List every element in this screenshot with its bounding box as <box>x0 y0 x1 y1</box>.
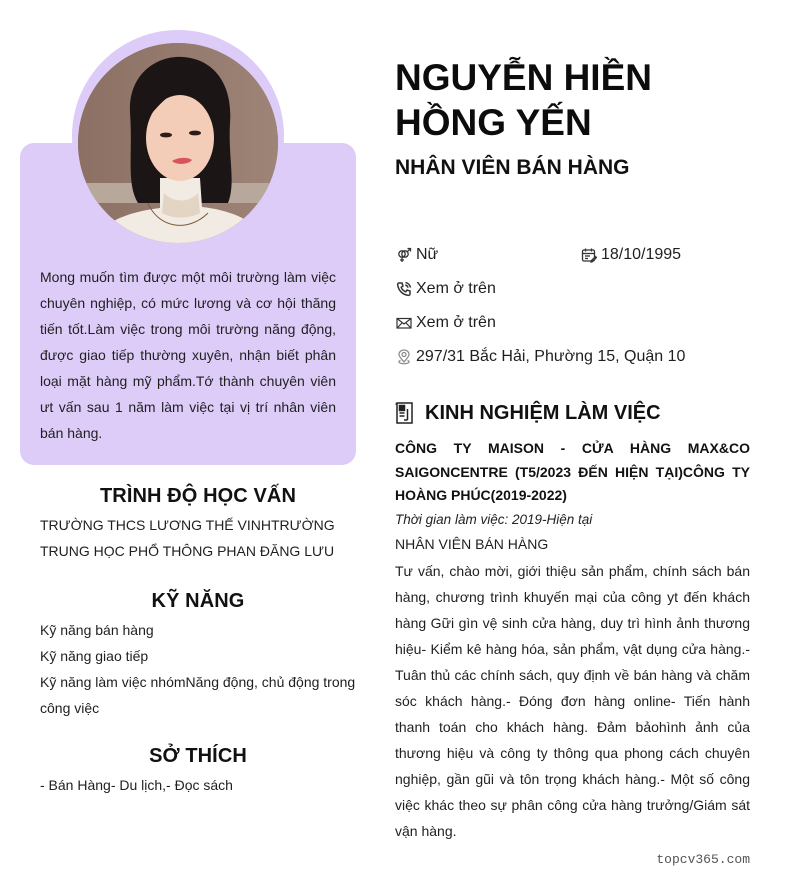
email-row <box>395 312 496 334</box>
career-objective: Mong muốn tìm được một môi trường làm việc chuyên nghiệp, có mức lương và cơ hội thăng tiến tốt.Làm việc trong môi trường năng động, được giao tiếp thường xuyên, nhận biết phân loại mặt hàng mỹ phẩm.Tớ thành chuyên viên ưt vấn sau 1 năm làm việc tại vị trí nhân viên bán hàng. <box>40 269 336 441</box>
watermark: topcv365.com <box>656 852 750 867</box>
work-period: Thời gian làm việc: 2019-Hiện tại <box>395 511 593 527</box>
phone-row <box>395 278 496 300</box>
address-row <box>395 346 685 368</box>
experience-entry <box>395 437 750 844</box>
position-title: NHÂN VIÊN BÁN HÀNG <box>395 535 549 552</box>
birthday-value: 18/10/1995 <box>601 246 682 263</box>
hobbies-title: SỞ THÍCH <box>149 745 247 767</box>
education-text: TRƯỜNG THCS LƯƠNG THẾ VINHTRƯỜNG TRUNG HỌC PHỔ THÔNG PHAN ĐĂNG LƯU <box>40 517 335 559</box>
profile-photo <box>78 43 278 243</box>
calendar-icon <box>580 247 597 264</box>
experience-header <box>395 401 661 425</box>
experience-title: KINH NGHIỆM LÀM VIỆC <box>425 401 661 424</box>
candidate-name: NGUYỄN HIỀN HỒNG YẾN <box>395 57 652 143</box>
email-value: Xem ở trên <box>416 314 496 331</box>
job-title: NHÂN VIÊN BÁN HÀNG <box>395 156 630 179</box>
mail-icon <box>395 315 412 332</box>
education-title: TRÌNH ĐỘ HỌC VẤN <box>99 485 297 507</box>
skills-section <box>40 590 356 721</box>
birthday-row <box>580 244 681 266</box>
resume-icon <box>395 401 415 425</box>
hobbies-section <box>40 745 356 798</box>
gender-icon <box>395 247 412 264</box>
skill-item: Kỹ năng giao tiếp <box>40 648 149 664</box>
portrait-illustration <box>78 43 278 243</box>
address-value: 297/31 Bắc Hải, Phường 15, Quận 10 <box>416 348 686 365</box>
gender-value: Nữ <box>416 246 439 263</box>
location-icon <box>395 349 412 366</box>
skills-list <box>40 617 356 721</box>
job-description: Tư vấn, chào mời, giới thiệu sản phẩm, chính sách bán hàng, chương trình khuyến mại của công yt đến khách hàng Gữi gìn vệ sinh cửa hàng, duy trì hình ảnh thương hiệu- Kiểm kê hàng hóa, sản phẩm, vật dụng cửa hàng.- Tuân thủ các chính sách, quy định về bán hàng và chăm sóc khách hàng.- Đóng đơn hàng online- Tiến hành thanh toán cho khách hàng. Đảm bảohình ảnh của thương hiệu và công ty thông qua phong cách chuyên nghiệp, gần gũi và tôn trọng khách hàng.- Một số công việc khác theo sự phân công cửa hàng trưởng/Giám sát vận hàng. <box>395 562 750 839</box>
hobbies-text: - Bán Hàng- Du lịch,- Đọc sách <box>40 777 233 793</box>
skill-item: Kỹ năng làm việc nhómNăng động, chủ động trong công việc <box>40 674 356 716</box>
phone-value: Xem ở trên <box>416 280 496 297</box>
phone-icon <box>395 281 412 298</box>
skills-title: KỸ NĂNG <box>151 590 245 612</box>
education-section <box>40 485 356 564</box>
company-name: CÔNG TY MAISON - CỬA HÀNG MAX&CO SAIGONCENTRE (T5/2023 ĐẾN HIỆN TẠI)CÔNG TY HOÀNG PHÚC(2019-2022) <box>395 440 750 503</box>
skill-item: Kỹ năng bán hàng <box>40 622 154 638</box>
gender-row <box>395 244 438 266</box>
